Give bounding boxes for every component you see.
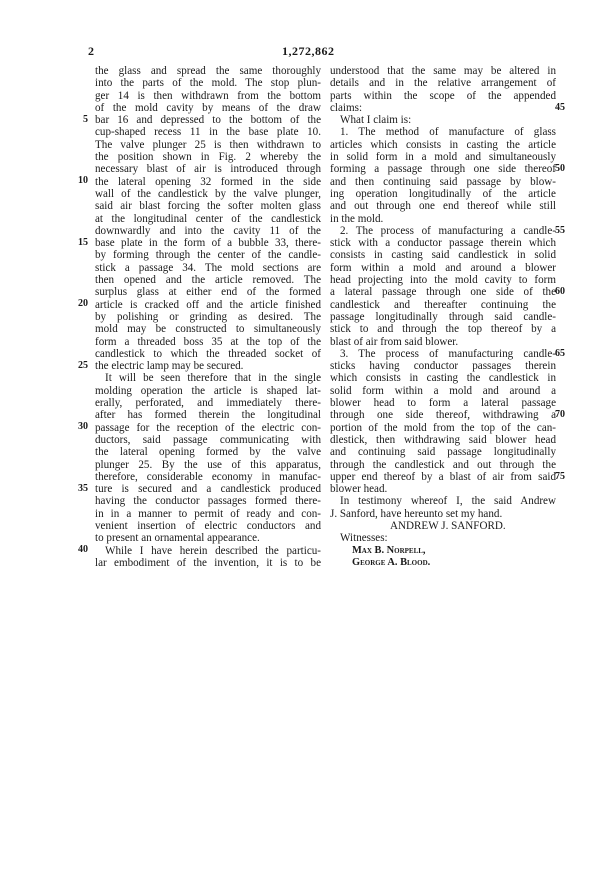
line-number: 75 bbox=[555, 471, 565, 482]
claim-line: blower head to form a lateral passage bbox=[330, 397, 556, 410]
text-line: by forming through the center of the candle- bbox=[95, 249, 321, 262]
claim-line: consists in casting said candlestick in solid bbox=[330, 249, 556, 262]
text-line: after has formed therein the longitudinal bbox=[95, 409, 321, 422]
line-number: 65 bbox=[555, 348, 565, 359]
text-line: erally, perforated, and immediately there- bbox=[95, 397, 321, 410]
claim-line: in the mold. bbox=[330, 212, 384, 225]
claim-line: a lateral passage through one side of the bbox=[330, 286, 556, 299]
line-number: 60 bbox=[555, 286, 565, 297]
text-line: ductors, said passage communicating with bbox=[95, 433, 321, 446]
text-line: the lateral opening formed by the valve bbox=[95, 446, 321, 459]
claim-line: passage longitudinally through said candle- bbox=[330, 310, 556, 323]
patent-number: 1,272,862 bbox=[282, 44, 335, 58]
claim-line: dlestick, then withdrawing said blower head bbox=[330, 433, 556, 446]
claim-line: 1. The method of manufacture of glass bbox=[340, 126, 556, 139]
text-line: base plate in the form of a bubble 33, there- bbox=[95, 237, 321, 250]
text-line: surplus glass at either end of the formed bbox=[95, 286, 321, 299]
text-line: ture is secured and a candlestick produced bbox=[95, 483, 321, 496]
sheet-number: 2 bbox=[88, 44, 94, 58]
text-line: molding operation the article is shaped lat- bbox=[95, 384, 321, 397]
claim-line: blast of air from said blower. bbox=[330, 335, 459, 348]
text-line: ger 14 is then withdrawn from the bottom bbox=[95, 89, 321, 102]
line-number: 50 bbox=[555, 163, 565, 174]
claim-line: candlestick and thereafter continuing the bbox=[330, 298, 556, 311]
line-number: 25 bbox=[78, 360, 88, 371]
text-line: to present an ornamental appearance. bbox=[95, 532, 260, 545]
text-line: It will be seen therefore that in the single bbox=[105, 372, 321, 385]
witness-name: Max B. Norpell, bbox=[352, 544, 426, 556]
text-line: While I have herein described the particu- bbox=[105, 544, 321, 557]
text-line: in in a manner to permit of ready and con- bbox=[95, 507, 321, 520]
text-line: parts within the scope of the appended bbox=[330, 89, 556, 102]
claim-line: sticks having conductor passages therein bbox=[330, 360, 556, 373]
text-line: the lateral opening 32 formed in the side bbox=[95, 175, 321, 188]
text-line: by polishing or grinding as desired. The bbox=[95, 310, 321, 323]
line-number: 15 bbox=[78, 237, 88, 248]
line-number: 45 bbox=[555, 102, 565, 113]
claim-line: stick to and through the top thereof by a bbox=[330, 323, 556, 336]
text-line: stick a passage 34. The mold sections are bbox=[95, 261, 321, 274]
line-number: 30 bbox=[78, 421, 88, 432]
claim-line: 2. The process of manufacturing a candle- bbox=[340, 224, 556, 237]
text-line: at the longitudinal center of the candlestick bbox=[95, 212, 321, 225]
right-text-column bbox=[330, 65, 556, 569]
text-line: passage for the reception of the electric con- bbox=[95, 421, 321, 434]
text-line: details and in the relative arrangement of bbox=[330, 77, 556, 90]
text-line: plunger 25. By the use of this apparatus, bbox=[95, 458, 321, 471]
line-number: 5 bbox=[83, 114, 88, 125]
text-line: the glass and spread the same thoroughly bbox=[95, 65, 321, 77]
text-line: article is cracked off and the article finished bbox=[95, 298, 321, 311]
claim-line: in solid form in a mold and simultaneously bbox=[330, 151, 556, 164]
testimony-line: J. Sanford, have hereunto set my hand. bbox=[330, 507, 503, 520]
claim-line: upper end thereof by a blast of air from said bbox=[330, 470, 556, 483]
claim-line: portion of the mold from the top of the can- bbox=[330, 421, 556, 434]
text-line: venient insertion of electric conductors and bbox=[95, 519, 321, 532]
claim-line: form within a mold and around a blower bbox=[330, 261, 556, 274]
text-line: said air blast forcing the softer molten glass bbox=[95, 200, 321, 213]
inventor-signature: ANDREW J. SANFORD. bbox=[390, 519, 506, 532]
line-number: 35 bbox=[78, 483, 88, 494]
text-line: bar 16 and depressed to the bottom of the bbox=[95, 114, 321, 127]
text-line: of the mold cavity by means of the draw bbox=[95, 101, 321, 114]
claim-line: through the candlestick and out through the bbox=[330, 458, 556, 471]
text-line: into the parts of the mold. The stop plun- bbox=[95, 77, 321, 90]
text-line: necessary blast of air is introduced through bbox=[95, 163, 321, 176]
testimony-line: In testimony whereof I, the said Andrew bbox=[340, 495, 556, 508]
text-line: therefore, considerable economy in manufac- bbox=[95, 470, 321, 483]
claim-line: which consists in casting the candlestick in bbox=[330, 372, 556, 385]
text-line: claims: bbox=[330, 101, 363, 114]
witnesses-label: Witnesses: bbox=[340, 532, 388, 545]
text-line: form a threaded boss 35 at the top of the bbox=[95, 335, 321, 348]
claim-line: ing operation longitudinally of the article bbox=[330, 187, 556, 200]
claim-line: and continuing said passage longitudinally bbox=[330, 446, 556, 459]
left-text-column bbox=[95, 65, 321, 569]
claim-line: forming a passage through one side thereof bbox=[330, 163, 556, 176]
text-line: wall of the candlestick by the valve plunger, bbox=[95, 187, 321, 200]
text-line: the position shown in Fig. 2 whereby the bbox=[95, 151, 321, 164]
text-line: candlestick to which the threaded socket of bbox=[95, 347, 321, 360]
text-line: The valve plunger 25 is then withdrawn to bbox=[95, 138, 321, 151]
text-line: cup-shaped recess 11 in the base plate 10. bbox=[95, 126, 321, 139]
claim-line: head projecting into the mold cavity to form bbox=[330, 274, 556, 287]
claim-line: blower head. bbox=[330, 483, 388, 496]
witness-name: George A. Blood. bbox=[352, 556, 431, 568]
text-line: understood that the same may be altered in bbox=[330, 65, 556, 77]
line-number: 40 bbox=[78, 544, 88, 555]
claim-line: articles which consists in casting the article bbox=[330, 138, 556, 151]
claim-line: 3. The process of manufacturing candle- bbox=[340, 347, 556, 360]
claim-line: and then continuing said passage by blow- bbox=[330, 175, 556, 188]
claim-line: stick with a conductor passage therein which bbox=[330, 237, 556, 250]
text-line: the electric lamp may be secured. bbox=[95, 360, 244, 373]
text-line: downwardly and into the cavity 11 of the bbox=[95, 224, 321, 237]
line-number: 20 bbox=[78, 298, 88, 309]
claims-heading: What I claim is: bbox=[340, 114, 412, 127]
claim-line: solid form within a mold and around a bbox=[330, 384, 556, 397]
line-number: 55 bbox=[555, 225, 565, 236]
text-line: then opened and the article removed. The bbox=[95, 274, 321, 287]
claim-line: and out through one end thereof while still bbox=[330, 200, 556, 213]
line-number: 70 bbox=[555, 409, 565, 420]
line-number: 10 bbox=[78, 175, 88, 186]
text-line: having the conductor passages formed there- bbox=[95, 495, 321, 508]
text-line: lar embodiment of the invention, it is to be bbox=[95, 556, 321, 569]
claim-line: through one side thereof, withdrawing a bbox=[330, 409, 556, 422]
text-line: mold may be constructed to simultaneously bbox=[95, 323, 321, 336]
